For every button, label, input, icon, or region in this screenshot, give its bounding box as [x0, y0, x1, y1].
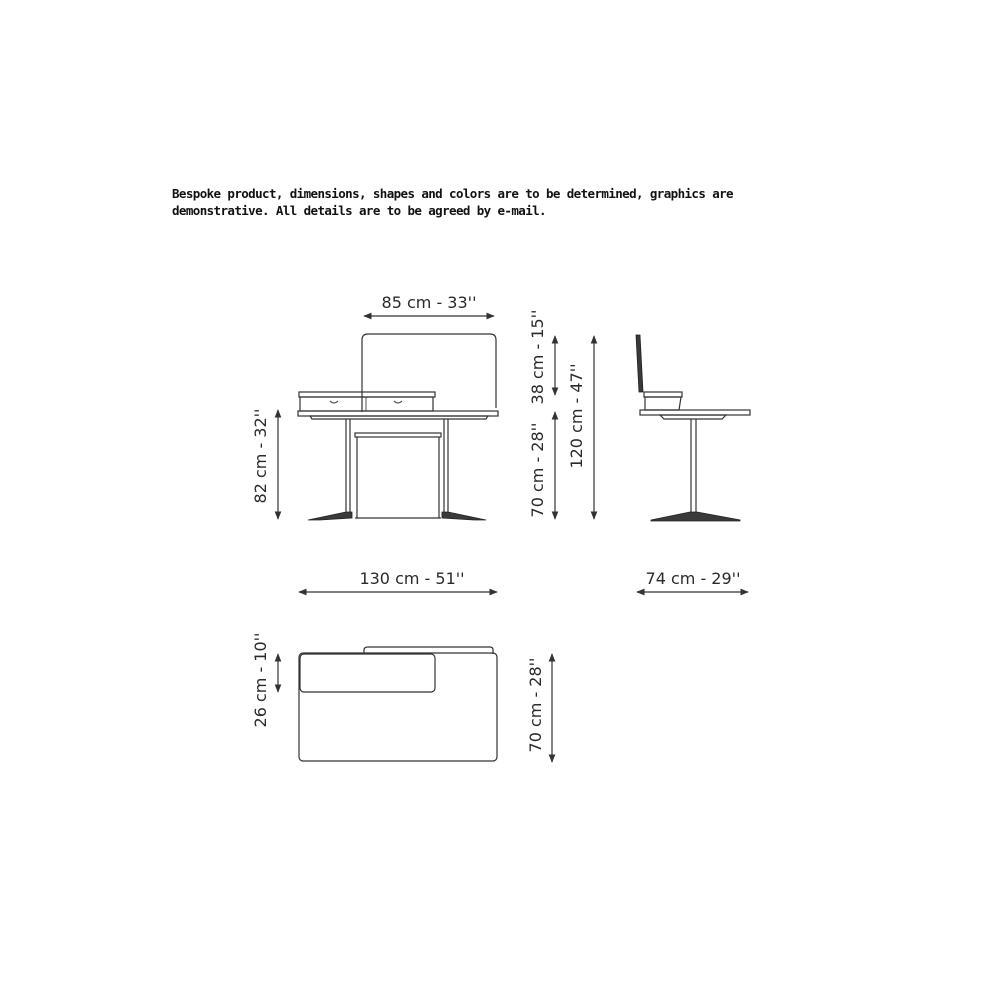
front-drawers [300, 397, 433, 411]
label-85cm: 85 cm - 33'' [381, 293, 477, 312]
side-shelf-top [644, 392, 682, 397]
label-70cm-plan: 70 cm - 28'' [526, 657, 545, 753]
side-desk-top [640, 410, 750, 415]
side-view [636, 335, 750, 521]
front-right-foot [442, 512, 486, 520]
label-26cm: 26 cm - 10'' [251, 632, 270, 728]
plan-shelf-unit [300, 654, 435, 692]
side-foot [651, 512, 740, 521]
label-130cm: 130 cm - 51'' [359, 569, 465, 588]
front-left-foot [308, 512, 352, 520]
front-view [298, 334, 498, 520]
label-38cm: 38 cm - 15'' [528, 309, 547, 405]
label-70cm-front: 70 cm - 28'' [528, 422, 547, 518]
label-82cm: 82 cm - 32'' [251, 408, 270, 504]
plan-view [299, 647, 497, 761]
front-back-panel [362, 334, 496, 412]
disclaimer-line-2: demonstrative. All details are to be agreed by e-mail. [172, 203, 546, 218]
label-120cm: 120 cm - 47'' [567, 363, 586, 469]
disclaimer-line-1: Bespoke product, dimensions, shapes and colors are to be determined, graphics are [172, 186, 733, 201]
side-back-panel [636, 335, 643, 392]
front-desk-top [298, 411, 498, 416]
front-shelf-top [299, 392, 435, 397]
label-74cm: 74 cm - 29'' [645, 569, 741, 588]
plan-desk-top [299, 653, 497, 761]
